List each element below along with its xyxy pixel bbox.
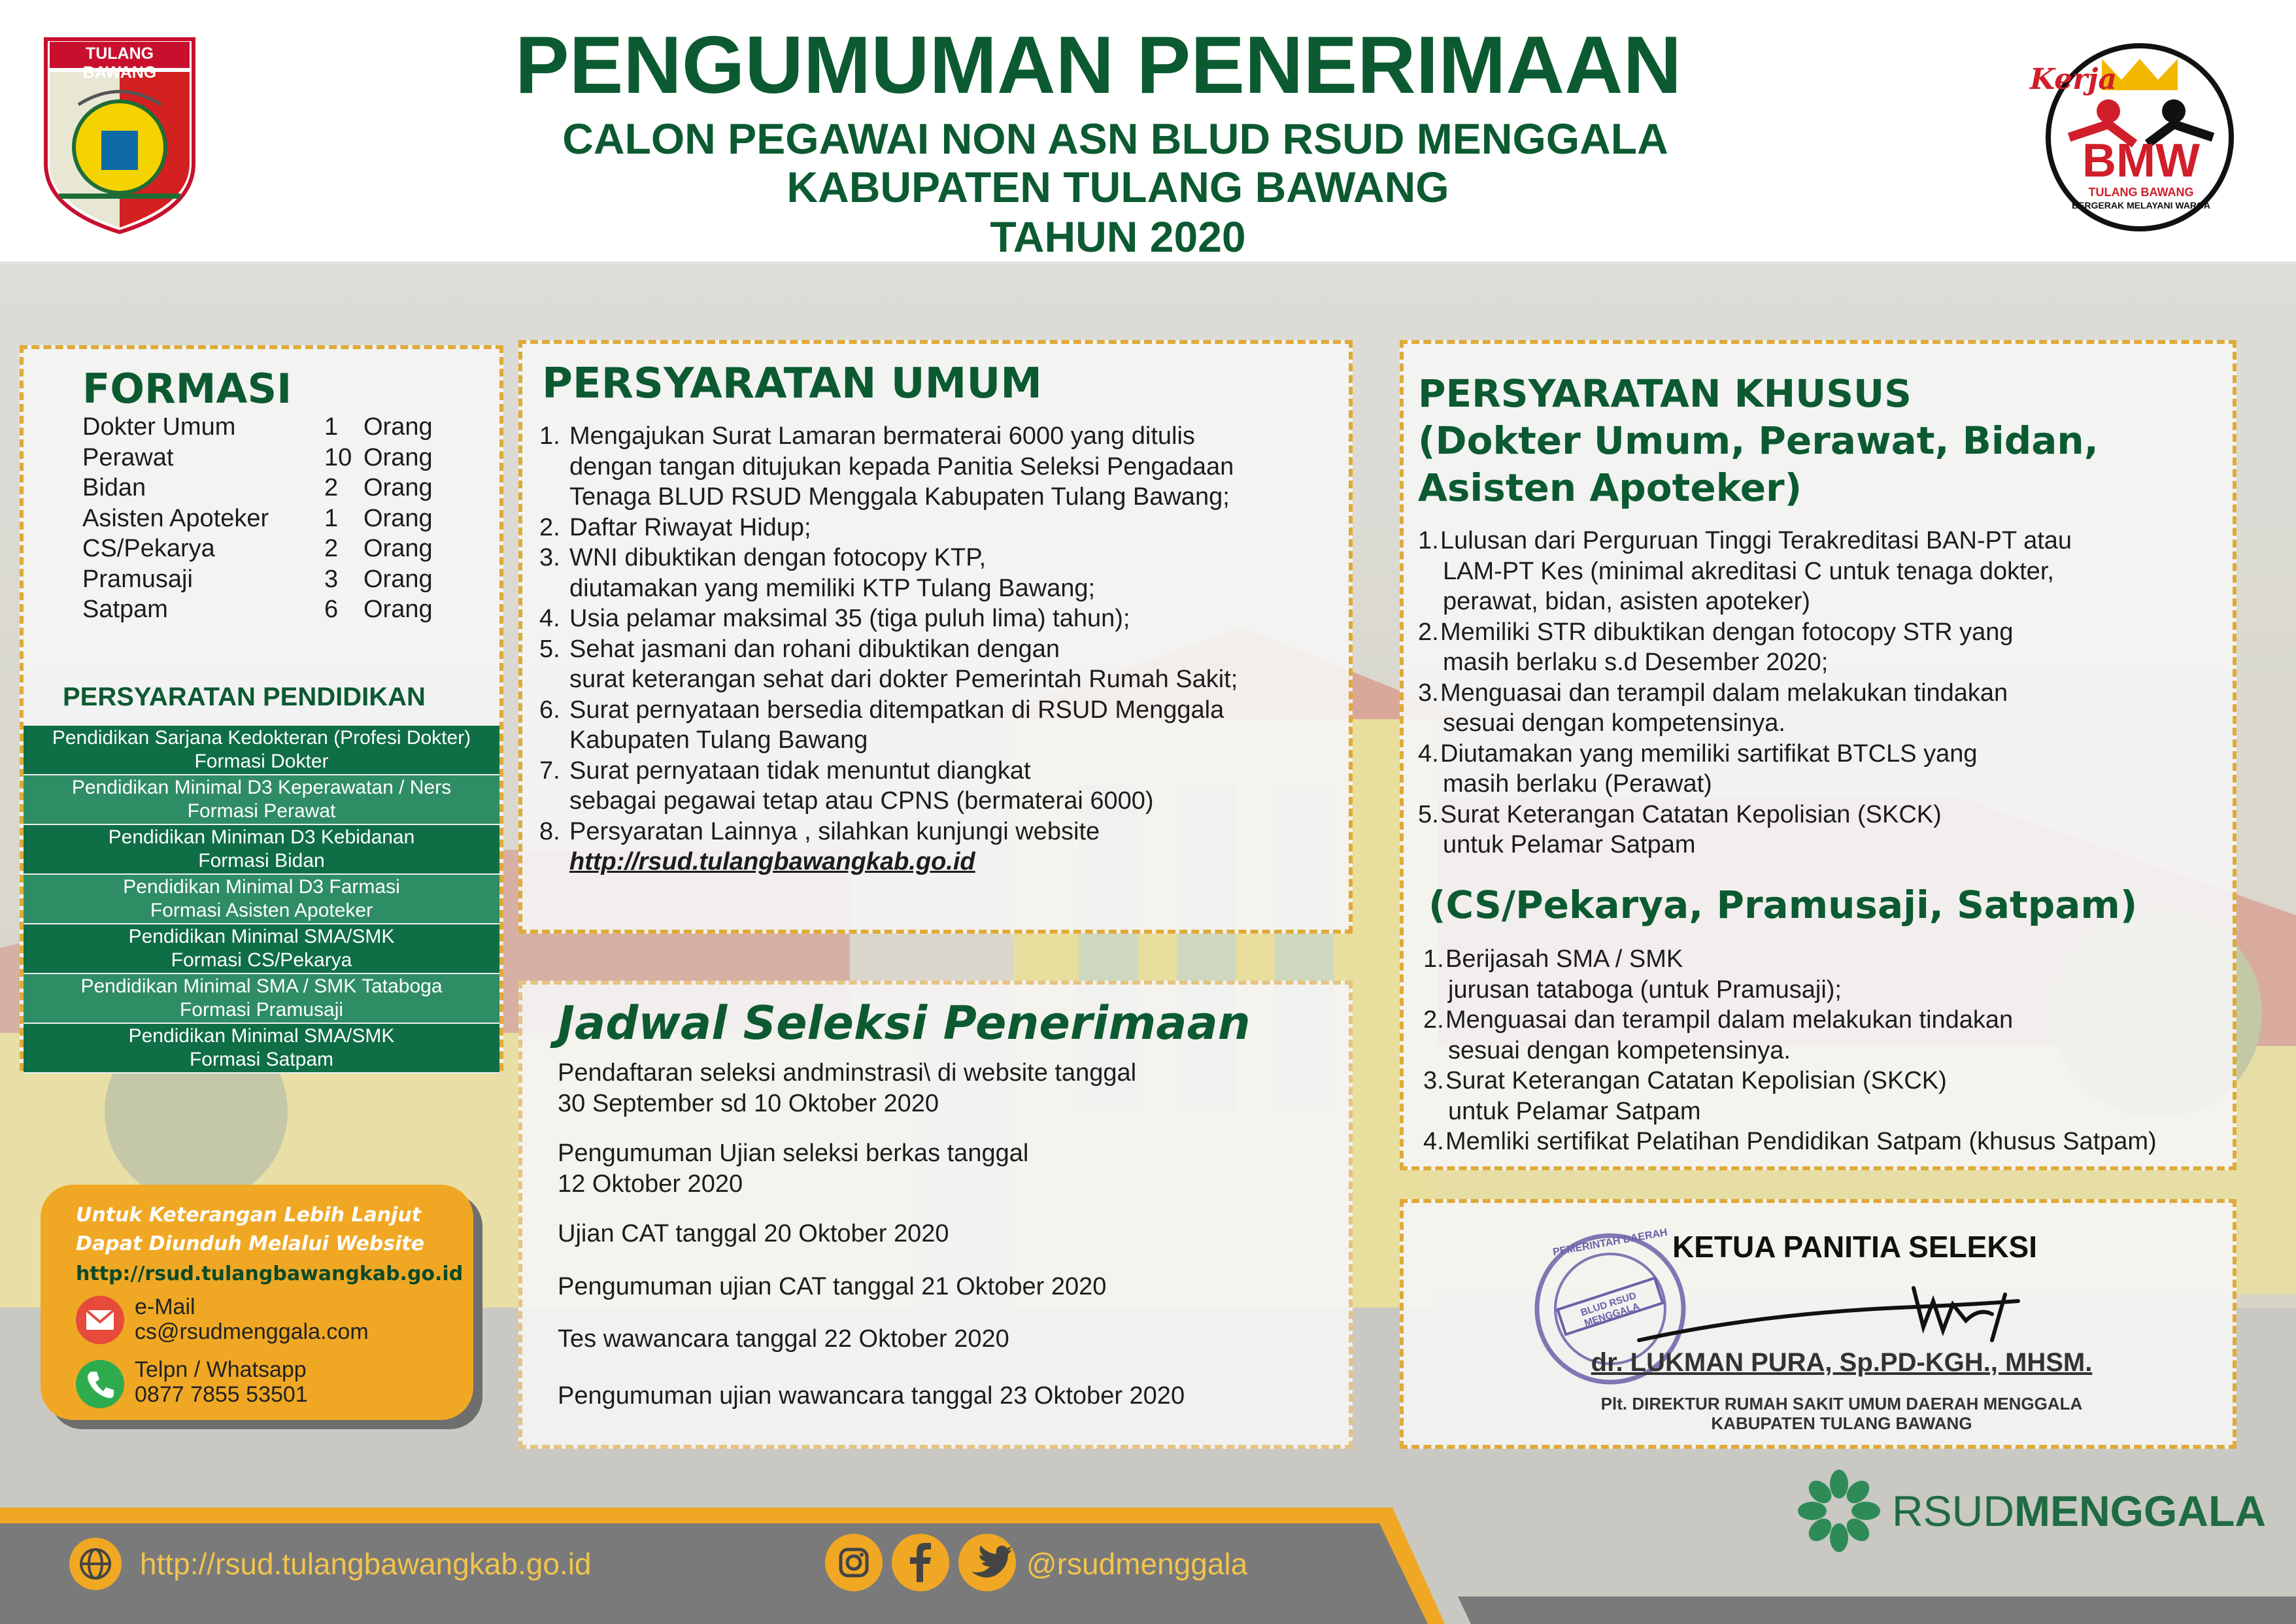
schedule-item (558, 1219, 1342, 1249)
edu-line-2: Formasi Asisten Apoteker (150, 900, 373, 921)
list-text: Mengajukan Surat Lamaran bermaterai 6000 yang ditulis (569, 422, 1195, 450)
formasi-row (82, 473, 488, 503)
schedule-text: 30 September sd 10 Oktober 2020 (558, 1089, 939, 1117)
edu-line-1: Pendidikan Minimal SMA/SMK (128, 926, 395, 947)
formasi-unit: Orang (363, 596, 433, 623)
page-subtitle-3: TAHUN 2020 (990, 212, 1246, 261)
list-item (1418, 617, 2229, 678)
edu-line-2: Formasi Pramusaji (179, 999, 344, 1021)
footer-website-link[interactable]: http://rsud.tulangbawangkab.go.id (140, 1547, 592, 1581)
list-text: Memliki sertifikat Pelatihan Pendidikan Satpam (khusus Satpam) (1445, 1128, 2157, 1155)
formasi-count: 1 (324, 413, 339, 441)
list-item (539, 695, 1343, 756)
schedule-text: 12 Oktober 2020 (558, 1170, 743, 1198)
list-item (539, 513, 1343, 543)
list-number: 7. (539, 756, 560, 785)
edu-title: PERSYARATAN PENDIDIKAN (63, 683, 426, 711)
list-number: 3. (1418, 679, 1439, 707)
list-text: Memiliki STR dibuktikan dengan fotocopy STR yang (1440, 618, 2014, 646)
email-icon (76, 1296, 124, 1344)
formasi-row (82, 412, 488, 443)
edu-line-1: Pendidikan Minimal D3 Keperawatan / Ners (71, 777, 452, 798)
list-text: Menguasai dan terampil dalam melakukan tindakan (1440, 679, 2008, 707)
list-item (1423, 1126, 2234, 1157)
persyaratan-khusus-panel (1400, 340, 2237, 1170)
list-text: Menguasai dan terampil dalam melakukan tindakan (1445, 1006, 2014, 1034)
schedule-item (558, 1058, 1342, 1119)
list-text: untuk Pelamar Satpam (1443, 831, 1696, 858)
list-item (1423, 1005, 2234, 1066)
formasi-count: 6 (324, 596, 339, 623)
list-text: Diutamakan yang memiliki sartifikat BTCLS yang (1440, 739, 1978, 768)
formasi-row (82, 503, 488, 534)
edu-item (24, 875, 499, 924)
list-number: 3. (539, 544, 560, 571)
stamp-inner-text: BLUD RSUD MENGGALA (1579, 1290, 1641, 1329)
formasi-unit: Orang (363, 474, 433, 501)
twitter-icon[interactable] (958, 1534, 1016, 1591)
list-item (539, 543, 1343, 603)
list-number: 1. (539, 422, 560, 450)
jadwal-list (558, 1058, 1342, 1411)
schedule-item (558, 1138, 1342, 1199)
list-text: Lulusan dari Perguruan Tinggi Terakreditasi BAN-PT atau (1440, 527, 2072, 554)
list-number: 1. (1423, 945, 1444, 973)
formasi-name: Bidan (82, 474, 146, 501)
facebook-icon[interactable] (892, 1534, 949, 1591)
edu-line-2: Formasi Satpam (189, 1049, 334, 1070)
persyaratan-umum-panel (518, 340, 1353, 934)
edu-item (24, 726, 499, 775)
formasi-count: 2 (324, 535, 339, 562)
umum-website-link[interactable]: http://rsud.tulangbawangkab.go.id (569, 848, 975, 875)
list-text: dengan tangan ditujukan kepada Panitia Seleksi Pengadaan (569, 452, 1234, 481)
list-item (1418, 526, 2229, 617)
list-number: 3. (1423, 1067, 1444, 1094)
info-box (41, 1185, 473, 1420)
list-number: 2. (1418, 618, 1439, 646)
signature-panel (1400, 1199, 2237, 1449)
formasi-unit: Orang (363, 413, 433, 441)
list-number: 1. (1418, 527, 1439, 554)
list-text: Sehat jasmani dan rohani dibuktikan dengan (569, 635, 1060, 663)
formasi-row (82, 564, 488, 595)
formasi-panel (20, 345, 503, 1071)
formasi-row (82, 533, 488, 564)
edu-line-1: Pendidikan Sarjana Kedokteran (Profesi Dokter) (52, 727, 471, 749)
formasi-name: Dokter Umum (82, 413, 236, 441)
list-number: 2. (539, 513, 560, 541)
khusus-title (1418, 370, 2099, 511)
edu-list (24, 726, 499, 1074)
formasi-count: 1 (324, 504, 339, 532)
list-number: 6. (539, 696, 560, 724)
footer-social-handle[interactable]: @rsudmenggala (1026, 1547, 1248, 1581)
instagram-icon[interactable] (825, 1534, 883, 1591)
edu-item (24, 775, 499, 825)
brand-menggala: MENGGALA (2014, 1487, 2266, 1535)
list-number: 5. (539, 635, 560, 663)
brand-rsud: RSUD (1892, 1487, 2015, 1535)
edu-item (24, 924, 499, 974)
edu-line-1: Pendidikan Minimal SMA/SMK (128, 1025, 395, 1047)
email-label: e-Mail (135, 1294, 195, 1319)
edu-item (24, 974, 499, 1024)
edu-line-2: Formasi Bidan (198, 850, 325, 871)
list-text: sebagai pegawai tetap atau CPNS (bermaterai 6000) (569, 787, 1154, 815)
bmw-line-2: BERGERAK MELAYANI WARGA (2071, 200, 2211, 211)
page-subtitle-1: CALON PEGAWAI NON ASN BLUD RSUD MENGGALA (562, 114, 1668, 163)
list-text: Surat Keterangan Catatan Kepolisian (SKCK) (1445, 1067, 1947, 1094)
jadwal-title: Jadwal Seleksi Penerimaan (558, 996, 1251, 1050)
schedule-text: Tes wawancara tanggal 22 Oktober 2020 (558, 1325, 1009, 1353)
list-item (1423, 944, 2234, 1005)
list-text: jurusan tataboga (untuk Pramusaji); (1448, 975, 1842, 1004)
formasi-name: CS/Pekarya (82, 535, 215, 562)
list-number: 4. (539, 605, 560, 632)
edu-line-1: Pendidikan Minimal SMA / SMK Tataboga (80, 975, 443, 997)
list-text: Berijasah SMA / SMK (1445, 945, 1683, 973)
stamp-outer-text: PEMERINTAH DAERAH (1552, 1226, 1668, 1259)
formasi-count: 3 (324, 565, 339, 593)
khusus-title-2: (Dokter Umum, Perawat, Bidan, (1418, 418, 2099, 463)
left-logo-label: TULANG BAWANG (82, 44, 157, 82)
schedule-text: Pengumuman Ujian seleksi berkas tanggal (558, 1140, 1029, 1167)
list-text: perawat, bidan, asisten apoteker) (1443, 588, 1810, 615)
schedule-text: Ujian CAT tanggal 20 Oktober 2020 (558, 1220, 949, 1247)
formasi-title: FORMASI (82, 365, 292, 413)
list-text: masih berlaku s.d Desember 2020; (1443, 649, 1829, 676)
khusus-title-b: (CS/Pekarya, Pramusaji, Satpam) (1428, 883, 2138, 927)
formasi-name: Perawat (82, 443, 174, 471)
list-text: Usia pelamar maksimal 35 (tiga puluh lima) tahun); (569, 605, 1130, 632)
schedule-text: Pengumuman ujian wawancara tanggal 23 Oktober 2020 (558, 1381, 1185, 1410)
list-number: 2. (1423, 1006, 1444, 1034)
formasi-name: Satpam (82, 596, 168, 623)
list-text: sesuai dengan kompetensinya. (1443, 709, 1785, 737)
list-item (539, 817, 1343, 877)
list-item (539, 756, 1343, 817)
list-text: surat keterangan sehat dari dokter Pemerintah Rumah Sakit; (569, 666, 1238, 693)
formasi-name: Pramusaji (82, 565, 193, 593)
bmw-line-1: TULANG BAWANG (2088, 186, 2194, 199)
list-number: 5. (1418, 800, 1439, 828)
list-text: Kabupaten Tulang Bawang (569, 726, 868, 754)
globe-icon (69, 1538, 122, 1590)
umum-title: PERSYARATAN UMUM (542, 360, 1042, 408)
list-text: Surat Keterangan Catatan Kepolisian (SKCK) (1440, 800, 1942, 828)
signer-name: dr. LUKMAN PURA, Sp.PD-KGH., MHSM. (1591, 1348, 2093, 1377)
list-text: untuk Pelamar Satpam (1448, 1097, 1701, 1125)
page-title: PENGUMUMAN PENERIMAAN (515, 20, 1682, 110)
kerja-label: Kerja (2030, 63, 2117, 96)
umum-list (539, 421, 1343, 877)
khusus-list (1418, 526, 2229, 860)
phone-icon (76, 1360, 124, 1408)
formasi-name: Asisten Apoteker (82, 504, 269, 532)
info-line-2: Dapat Diunduh Melalui Website (76, 1232, 425, 1255)
schedule-text: Pengumuman ujian CAT tanggal 21 Oktober 2020 (558, 1272, 1107, 1300)
edu-line-2: Formasi Dokter (194, 751, 329, 772)
signer-position-2: KABUPATEN TULANG BAWANG (1711, 1413, 1972, 1433)
bmw-label: BMW (2082, 135, 2200, 187)
edu-line-2: Formasi CS/Pekarya (171, 949, 352, 971)
list-number: 8. (539, 817, 560, 845)
phone-label: Telpn / Whatsapp (135, 1357, 307, 1382)
list-text: Surat pernyataan tidak menuntut diangkat (569, 756, 1031, 785)
list-text: Tenaga BLUD RSUD Menggala Kabupaten Tulang Bawang; (569, 483, 1230, 511)
jadwal-panel (518, 981, 1353, 1449)
list-item (1418, 678, 2229, 739)
formasi-unit: Orang (363, 443, 433, 471)
khusus-title-3: Asisten Apoteker) (1418, 465, 1802, 510)
list-text: Persyaratan Lainnya , silahkan kunjungi website (569, 817, 1100, 845)
formasi-unit: Orang (363, 504, 433, 532)
phone-number[interactable]: 0877 7855 53501 (135, 1382, 308, 1407)
list-text: diutamakan yang memiliki KTP Tulang Bawang; (569, 574, 1096, 602)
list-item (1418, 800, 2229, 860)
schedule-item (558, 1272, 1342, 1302)
khusus-title-1: PERSYARATAN KHUSUS (1418, 371, 1912, 416)
formasi-row (82, 443, 488, 473)
list-item (539, 603, 1343, 634)
schedule-item (558, 1381, 1342, 1412)
formasi-unit: Orang (363, 535, 433, 562)
list-item (539, 634, 1343, 695)
list-item (1418, 739, 2229, 800)
edu-line-2: Formasi Perawat (187, 800, 336, 822)
info-line-1: Untuk Keterangan Lebih Lanjut (76, 1204, 422, 1226)
signer-position-1: Plt. DIREKTUR RUMAH SAKIT UMUM DAERAH MENGGALA (1600, 1394, 2083, 1413)
formasi-list (82, 412, 488, 625)
schedule-text: Pendaftaran seleksi andminstrasi\ di website tanggal (558, 1059, 1137, 1087)
list-number: 4. (1418, 739, 1439, 768)
email-address[interactable]: cs@rsudmenggala.com (135, 1319, 369, 1344)
info-website-link[interactable]: http://rsud.tulangbawangkab.go.id (76, 1262, 464, 1285)
list-text: WNI dibuktikan dengan fotocopy KTP, (569, 544, 987, 571)
formasi-row (82, 594, 488, 625)
header-banner (0, 0, 2296, 264)
edu-line-1: Pendidikan Miniman D3 Kebidanan (108, 826, 415, 848)
list-item (1423, 1066, 2234, 1126)
khusus-list-b (1423, 944, 2234, 1157)
page-subtitle-2: KABUPATEN TULANG BAWANG (786, 163, 1449, 211)
list-text: Daftar Riwayat Hidup; (569, 513, 811, 541)
list-number: 4. (1423, 1128, 1444, 1155)
list-text: masih berlaku (Perawat) (1443, 770, 1712, 798)
list-item (539, 421, 1343, 513)
list-text: sesuai dengan kompetensinya. (1448, 1036, 1791, 1064)
kerja-bmw-logo (2030, 39, 2246, 235)
edu-line-1: Pendidikan Minimal D3 Farmasi (123, 876, 400, 898)
formasi-count: 2 (324, 474, 339, 501)
signature-role: KETUA PANITIA SELEKSI (1672, 1230, 2037, 1264)
formasi-count: 10 (324, 443, 352, 471)
edu-item (24, 825, 499, 875)
formasi-unit: Orang (363, 565, 433, 593)
schedule-item (558, 1324, 1342, 1355)
list-text: LAM-PT Kes (minimal akreditasi C untuk tenaga dokter, (1443, 557, 2054, 585)
edu-item (24, 1024, 499, 1074)
list-text: Surat pernyataan bersedia ditempatkan di RSUD Menggala (569, 696, 1224, 724)
